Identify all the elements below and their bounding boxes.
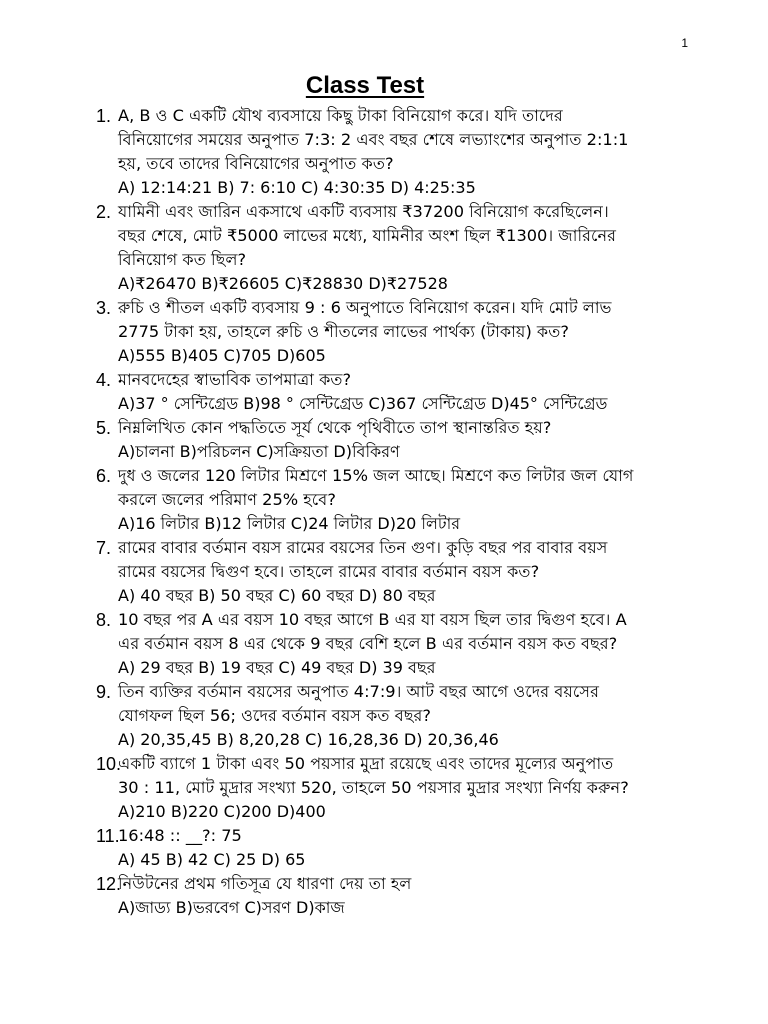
question-number: 2.	[96, 202, 112, 222]
answer-options: A)চালনা B)পরিচলন C)সক্রিয়তা D)বিকিরণ	[118, 442, 400, 461]
question-text-line: এর বর্তমান বয়স 8 এর থেকে 9 বছর বেশি হলে B এর বর্তমান বয়স কত বছর?	[118, 634, 618, 653]
question-text-line: যোগফল ছিল 56; ওদের বর্তমান বয়স কত বছর?	[118, 706, 432, 725]
answer-options: A)37 ° সেন্টিগ্রেড B)98 ° সেন্টিগ্রেড C)367 সেন্টিগ্রেড D)45° সেন্টিগ্রেড	[118, 394, 608, 413]
question-10	[96, 752, 716, 824]
question-6	[96, 464, 716, 536]
question-text-line: তিন ব্যক্তির বর্তমান বয়সের অনুপাত 4:7:9। আট বছর আগে ওদের বয়সের	[118, 682, 600, 701]
page-number: 1	[681, 36, 688, 50]
question-number: 11.	[96, 826, 120, 846]
question-text-line: করলে জলের পরিমাণ 25% হবে?	[118, 490, 336, 509]
question-text-line: A, B ও C একটি যৌথ ব্যবসায়ে কিছু টাকা বিনিয়োগ করে। যদি তাদের	[118, 106, 563, 125]
question-number: 8.	[96, 610, 112, 630]
answer-options: A)210 B)220 C)200 D)400	[118, 802, 326, 821]
answer-options: A)জাড্য B)ভরবেগ C)সরণ D)কাজ	[118, 898, 345, 917]
question-text-line: 16:48 :: __?: 75	[118, 826, 242, 845]
question-text-line: হয়, তবে তাদের বিনিয়োগের অনুপাত কত?	[118, 154, 394, 173]
question-9	[96, 680, 716, 752]
question-text-line: 30 : 11, মোট মুদ্রার সংখ্যা 520, তাহলে 50 পয়সার মুদ্রার সংখ্যা নির্ণয় করুন?	[118, 778, 629, 797]
answer-options: A)555 B)405 C)705 D)605	[118, 346, 326, 365]
question-1	[96, 104, 716, 200]
question-number: 6.	[96, 466, 112, 486]
question-12	[96, 872, 716, 920]
question-number: 10.	[96, 754, 122, 774]
answer-options: A) 40 বছর B) 50 বছর C) 60 বছর D) 80 বছর	[118, 586, 436, 605]
question-text-line: বিনিয়োগ কত ছিল?	[118, 250, 247, 269]
question-text-line: একটি ব্যাগে 1 টাকা এবং 50 পয়সার মুদ্রা রয়েছে এবং তাদের মূল্যের অনুপাত	[118, 754, 614, 773]
answer-options: A) 20,35,45 B) 8,20,28 C) 16,28,36 D) 20,36,46	[118, 730, 499, 749]
question-text-line: নিউটনের প্রথম গতিসূত্র যে ধারণা দেয় তা হল	[118, 874, 412, 893]
question-7	[96, 536, 716, 608]
answer-options: A)₹26470 B)₹26605 C)₹28830 D)₹27528	[118, 274, 448, 293]
question-text-line: রুচি ও শীতল একটি ব্যবসায় 9 : 6 অনুপাতে বিনিয়োগ করেন। যদি মোট লাভ	[118, 298, 612, 317]
question-text-line: 10 বছর পর A এর বয়স 10 বছর আগে B এর যা বয়স ছিল তার দ্বিগুণ হবে। A	[118, 610, 627, 629]
question-3	[96, 296, 716, 368]
question-text-line: বছর শেষে, মোট ₹5000 লাভের মধ্যে, যামিনীর অংশ ছিল ₹1300। জারিনের	[118, 226, 617, 245]
question-number: 5.	[96, 418, 112, 438]
answer-options: A) 12:14:21 B) 7: 6:10 C) 4:30:35 D) 4:25:35	[118, 178, 476, 197]
answer-options: A) 45 B) 42 C) 25 D) 65	[118, 850, 306, 869]
question-11	[96, 824, 716, 872]
question-text-line: যামিনী এবং জারিন একসাথে একটি ব্যবসায় ₹37200 বিনিয়োগ করেছিলেন।	[118, 202, 609, 221]
question-number: 7.	[96, 538, 112, 558]
question-4	[96, 368, 716, 416]
question-2	[96, 200, 716, 296]
question-number: 12.	[96, 874, 122, 894]
question-5	[96, 416, 716, 464]
question-number: 3.	[96, 298, 112, 318]
question-text-line: 2775 টাকা হয়, তাহলে রুচি ও শীতলের লাভের পার্থক্য (টাকায়) কত?	[118, 322, 569, 341]
question-number: 4.	[96, 370, 112, 390]
answer-options: A)16 লিটার B)12 লিটার C)24 লিটার D)20 লিটার	[118, 514, 461, 533]
question-text-line: বিনিয়োগের সময়ের অনুপাত 7:3: 2 এবং বছর শেষে লভ্যাংশের অনুপাত 2:1:1	[118, 130, 629, 149]
question-number: 9.	[96, 682, 112, 702]
question-8	[96, 608, 716, 680]
question-text-line: রামের বয়সের দ্বিগুণ হবে। তাহলে রামের বাবার বর্তমান বয়স কত?	[118, 562, 540, 581]
page-title: Class Test	[305, 72, 425, 99]
question-text-line: মানবদেহের স্বাভাবিক তাপমাত্রা কত?	[118, 370, 352, 389]
question-text-line: রামের বাবার বর্তমান বয়স রামের বয়সের তিন গুণ। কুড়ি বছর পর বাবার বয়স	[118, 538, 608, 557]
question-number: 1.	[96, 106, 112, 126]
question-text-line: দুধ ও জলের 120 লিটার মিশ্রণে 15% জল আছে। মিশ্রণে কত লিটার জল যোগ	[118, 466, 634, 485]
question-text-line: নিম্নলিখিত কোন পদ্ধতিতে সূর্য থেকে পৃথিবীতে তাপ স্থানান্তরিত হয়?	[118, 418, 552, 437]
question-list	[96, 104, 716, 920]
answer-options: A) 29 বছর B) 19 বছর C) 49 বছর D) 39 বছর	[118, 658, 436, 677]
